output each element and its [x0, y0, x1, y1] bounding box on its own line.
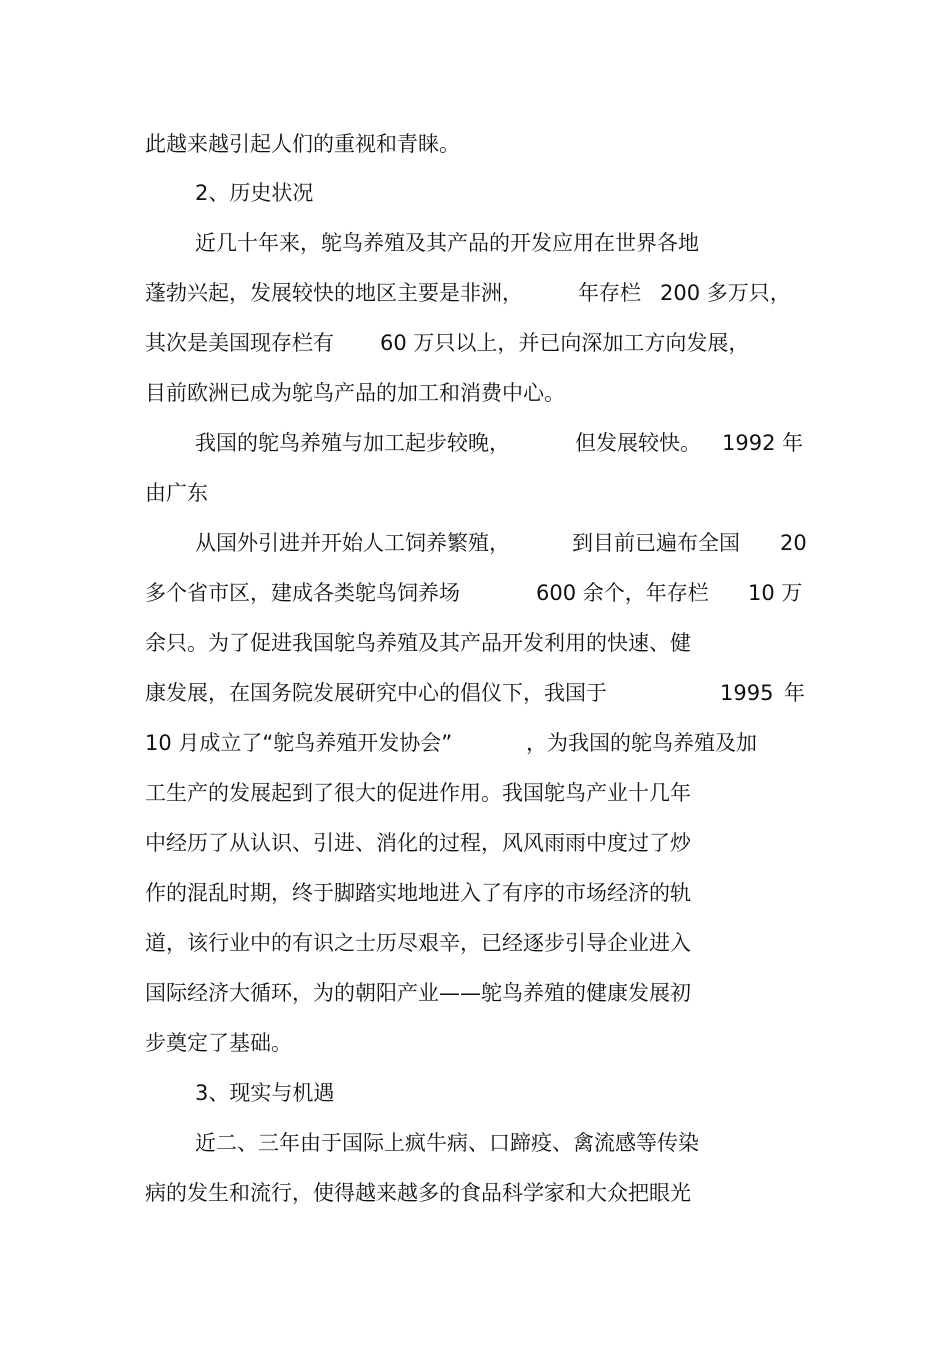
text-line [0, 1028, 950, 1078]
text-segment: 10 月成立了“鸵鸟养殖开发协会” [145, 731, 453, 755]
text-line [0, 228, 950, 278]
text-segment: 600 余个，年存栏 [536, 581, 709, 605]
text-segment: 2、历史状况 [195, 181, 314, 205]
text-segment: 作的混乱时期，终于脚踏实地地进入了有序的市场经济的轨 [145, 881, 691, 905]
text-line [0, 678, 950, 728]
text-segment: ，为我国的鸵鸟养殖及加 [526, 731, 757, 755]
text-segment: 近二、三年由于国际上疯牛病、口蹄疫、禽流感等传染 [195, 1131, 699, 1155]
text-segment: 1995 [720, 681, 774, 705]
text-segment: 60 万只以上，并已向深加工方向发展， [380, 331, 750, 355]
text-segment: 多个省市区，建成各类鸵鸟饲养场 [145, 581, 460, 605]
text-segment: 到目前已遍布全国 [572, 531, 740, 555]
text-segment: 由广东 [145, 481, 208, 505]
text-line [0, 1178, 950, 1228]
text-line [0, 778, 950, 828]
text-line [0, 378, 950, 428]
text-line [0, 978, 950, 1028]
text-segment: 道，该行业中的有识之士历尽艰辛，已经逐步引导企业进入 [145, 931, 691, 955]
text-line [0, 129, 950, 179]
text-segment: 年 [784, 681, 805, 705]
text-line [0, 478, 950, 528]
text-line [0, 328, 950, 378]
text-line [0, 578, 950, 628]
text-segment: 1992 年 [722, 431, 804, 455]
text-segment: 我国的鸵鸟养殖与加工起步较晚， [195, 431, 510, 455]
text-line [0, 828, 950, 878]
text-line [0, 928, 950, 978]
text-segment: 工生产的发展起到了很大的促进作用。我国鸵鸟产业十几年 [145, 781, 691, 805]
text-segment: 蓬勃兴起，发展较快的地区主要是非洲， [145, 281, 523, 305]
text-line [0, 1128, 950, 1178]
text-line [0, 428, 950, 478]
text-segment: 病的发生和流行，使得越来越多的食品科学家和大众把眼光 [145, 1181, 691, 1205]
text-line [0, 528, 950, 578]
section-heading [0, 178, 950, 228]
text-segment: 从国外引进并开始人工饲养繁殖， [195, 531, 510, 555]
text-segment: 10 万 [748, 581, 803, 605]
text-segment: 20 [780, 531, 807, 555]
text-segment: 康发展，在国务院发展研究中心的倡仪下，我国于 [145, 681, 607, 705]
text-segment: 近几十年来，鸵鸟养殖及其产品的开发应用在世界各地 [195, 231, 699, 255]
text-segment: 但发展较快。 [575, 431, 701, 455]
text-segment: 此越来越引起人们的重视和青睐。 [145, 132, 460, 156]
text-line [0, 278, 950, 328]
text-segment: 其次是美国现存栏有 [145, 331, 334, 355]
text-segment: 国际经济大循环，为的朝阳产业——鸵鸟养殖的健康发展初 [145, 981, 691, 1005]
text-line [0, 628, 950, 678]
text-segment: 年存栏 [578, 281, 641, 305]
text-segment: 余只。为了促进我国鸵鸟养殖及其产品开发利用的快速、健 [145, 631, 691, 655]
text-segment: 目前欧洲已成为鸵鸟产品的加工和消费中心。 [145, 381, 565, 405]
text-segment: 3、现实与机遇 [195, 1081, 335, 1105]
text-line [0, 878, 950, 928]
text-segment: 200 多万只， [660, 281, 791, 305]
text-segment: 中经历了从认识、引进、消化的过程，风风雨雨中度过了炒 [145, 831, 691, 855]
text-segment: 步奠定了基础。 [145, 1031, 292, 1055]
text-line [0, 728, 950, 778]
section-heading [0, 1078, 950, 1128]
